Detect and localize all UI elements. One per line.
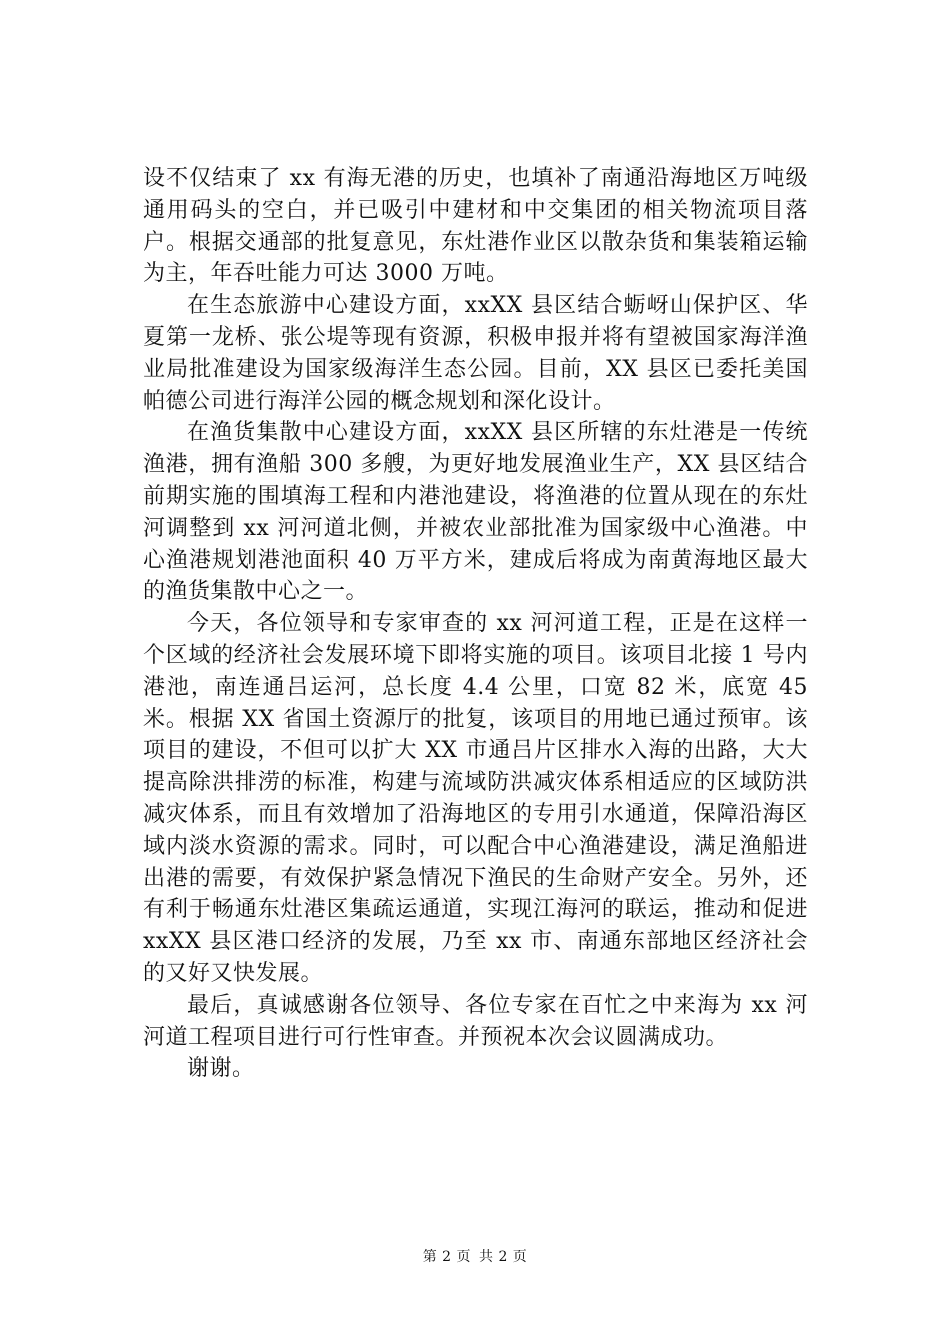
page-number: 第 2 页 (422, 1249, 471, 1265)
paragraph-thank-you: 谢谢。 (187, 1056, 255, 1082)
paragraph-closing-thanks: 最后，真诚感谢各位领导、各位专家在百忙之中来海为 xx 河河道工程项目进行可行性审查。并预祝本次会议圆满成功。 (143, 992, 808, 1050)
paragraph-river-project: 今天，各位领导和专家审查的 xx 河河道工程，正是在这样一个区域的经济社会发展环境下即将实施的项目。该项目北接 1 号内港池，南连通吕运河，总长度 4.4 公里，口宽 82 米，底宽 45 米。根据 XX 省国土资源厅的批复，该项目的用地已通过预审。该项目的建设，不但可以扩大 XX 市通吕片区排水入海的出路，大大提高除洪排涝的标准，构建与流域防洪减灾体系相适应的区域防洪减灾体系，而且有效增加了沿海地区的专用引水通道，保障沿海区域内淡水资源的需求。同时，可以配合中心渔港建设，满足渔船进出港的需要，有效保护紧急情况下渔民的生命财产安全。另外，还有利于畅通东灶港区集疏运通道，实现江海河的联运，推动和促进 xxXX 县区港口经济的发展，乃至 xx 市、南通东部地区经济社会的又好又快发展。 (143, 611, 808, 986)
paragraph-fish-distribution: 在渔货集散中心建设方面，xxXX 县区所辖的东灶港是一传统渔港，拥有渔船 300 多艘，为更好地发展渔业生产，XX 县区结合前期实施的围填海工程和内港池建设，将渔港的位置从现在的东灶河调整到 xx 河河道北侧，并被农业部批准为国家级中心渔港。中心渔港规划港池面积 40 万平方米，建成后将成为南黄海地区最大的渔货集散中心之一。 (143, 420, 808, 605)
page-total: 共 2 页 (479, 1249, 528, 1265)
document-body (143, 163, 808, 1085)
page-footer (0, 1247, 950, 1267)
paragraph-eco-tourism: 在生态旅游中心建设方面，xxXX 县区结合蛎岈山保护区、华夏第一龙桥、张公堤等现有资源，积极申报并将有望被国家海洋渔业局批准建设为国家级海洋生态公园。目前，XX 县区已委托美国帕德公司进行海洋公园的概念规划和深化设计。 (143, 293, 808, 414)
paragraph-continuation: 设不仅结束了 xx 有海无港的历史，也填补了南通沿海地区万吨级通用码头的空白，并已吸引中建材和中交集团的相关物流项目落户。根据交通部的批复意见，东灶港作业区以散杂货和集装箱运输为主，年吞吐能力可达 3000 万吨。 (143, 166, 808, 287)
